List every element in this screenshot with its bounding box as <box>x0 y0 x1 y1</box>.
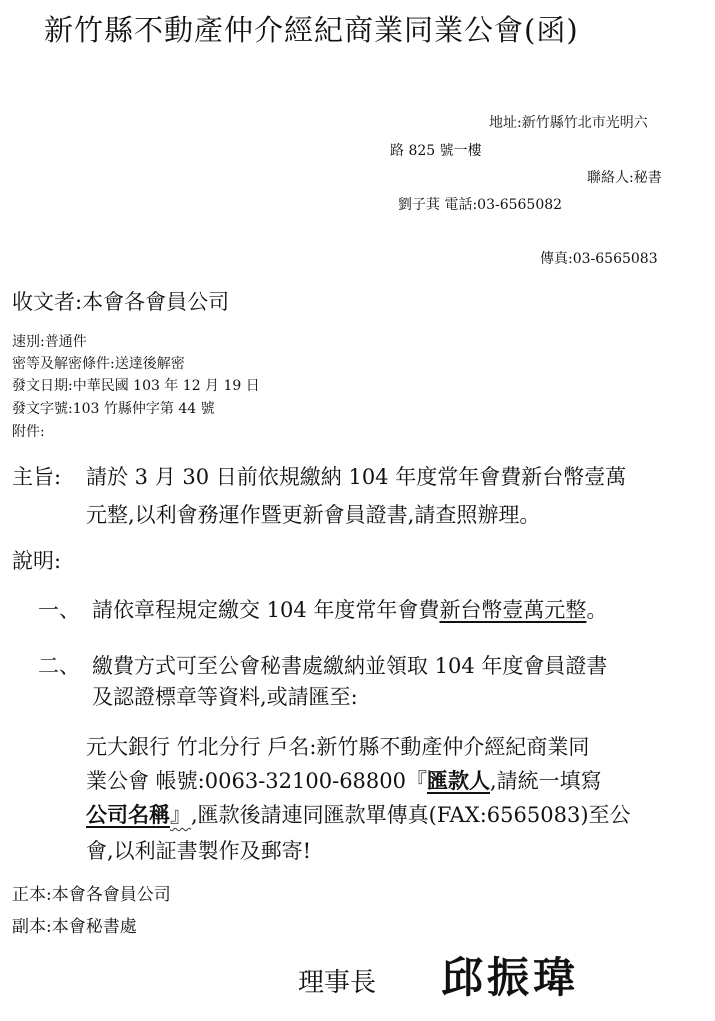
distribution-copy: 副本:本會秘書處 <box>12 917 137 937</box>
subject-label: 主旨: <box>12 465 62 489</box>
item-1-end: 。 <box>586 598 608 622</box>
bank-account-text: 業公會 帳號:0063-32100-68800『 <box>86 769 427 793</box>
bank-info-line-3 <box>86 799 631 829</box>
distribution-original: 正本:本會各會員公司 <box>12 885 171 905</box>
subject-line-1: 請於 3 月 30 日前依規繳納 104 年度常年會費新台幣壹萬 <box>86 465 627 489</box>
item-2-line-1: 繳費方式可至公會秘書處繳納並領取 104 年度會員證書 <box>92 654 608 678</box>
bank-info-line-2 <box>86 765 602 795</box>
item-1-text <box>92 594 607 624</box>
meta-secrecy: 密等及解密條件:送達後解密 <box>12 356 185 372</box>
explanation-label: 說明: <box>12 549 62 573</box>
recipient: 收文者:本會各會員公司 <box>12 290 230 314</box>
fax-number: 傳真:03-6565083 <box>540 251 658 267</box>
bank-instruction-text: ,請統一填寫 <box>490 769 602 793</box>
remitter-emphasis: 匯款人 <box>427 768 490 793</box>
chairman-name: 邱振瑋 <box>441 953 580 1002</box>
address-line-1: 地址:新竹縣竹北市光明六 <box>489 115 648 131</box>
chairman-title: 理事長 <box>298 968 377 998</box>
subject-line-2: 元整,以利會務運作暨更新會員證書,請查照辦理。 <box>86 503 541 527</box>
bank-info-line-1: 元大銀行 竹北分行 戶名:新竹縣不動產仲介經紀商業同 <box>86 735 590 759</box>
meta-speed: 速別:普通件 <box>12 334 87 350</box>
address-line-2: 路 825 號一樓 <box>390 143 482 159</box>
company-name-emphasis: 公司名稱 <box>86 802 170 827</box>
item-2-line-2: 及認證標章等資料,或請匯至: <box>92 685 358 709</box>
item-2-number: 二、 <box>38 654 80 678</box>
contact-person-line-1: 聯絡人:秘書 <box>587 170 662 186</box>
contact-person-line-2: 劉子萁 電話:03-6565082 <box>398 197 563 213</box>
bank-info-line-4: 會,以利証書製作及郵寄! <box>86 839 312 863</box>
document-title: 新竹縣不動產仲介經紀商業同業公會(函) <box>44 13 579 47</box>
item-1-number: 一、 <box>38 598 80 622</box>
item-1-fee-emphasis: 新台幣壹萬元整 <box>439 598 587 622</box>
fax-instruction-text: ,匯款後請連同匯款單傳真(FAX:6565083)至公 <box>191 803 631 827</box>
item-1-body: 請依章程規定繳交 104 年度常年會費 <box>92 598 440 622</box>
meta-date: 發文日期:中華民國 103 年 12 月 19 日 <box>12 378 260 394</box>
closing-bracket: 』 <box>170 803 191 827</box>
meta-doc-number: 發文字號:103 竹縣仲字第 44 號 <box>12 401 215 417</box>
meta-attachments: 附件: <box>12 424 45 440</box>
